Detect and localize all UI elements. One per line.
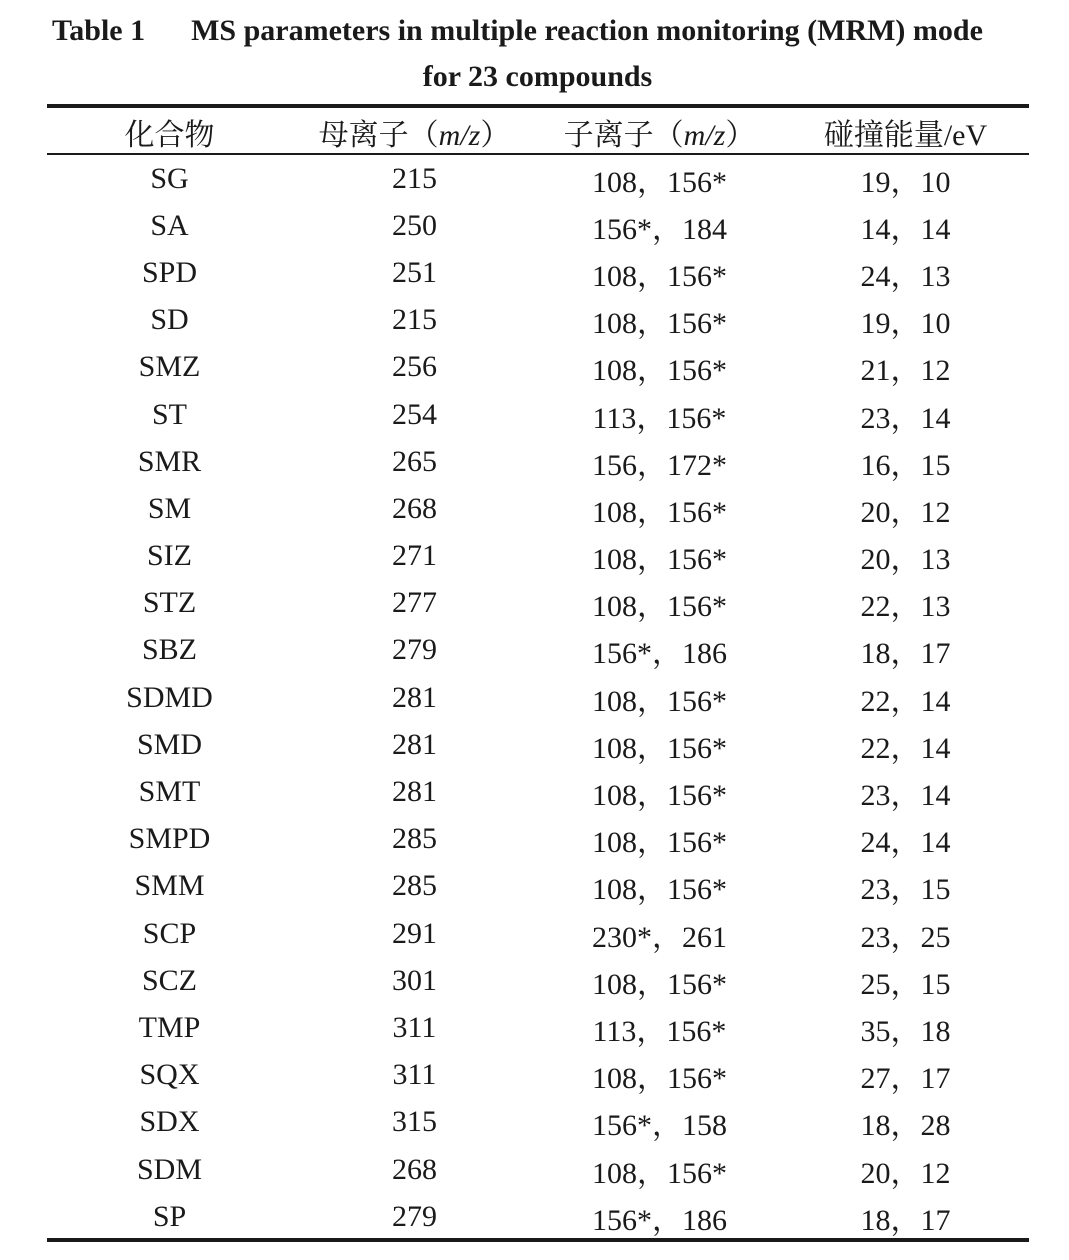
cell-compound: SD	[150, 303, 189, 337]
cell-compound: SCP	[142, 916, 197, 950]
table-row	[47, 249, 1029, 296]
cell-product-ions: 108，156*	[592, 1062, 727, 1096]
cell-product-ions: 108，156*	[592, 826, 727, 860]
cell-product-ions: 156*，186	[592, 1203, 727, 1237]
cell-collision-energy: 22，14	[860, 684, 951, 718]
header-product-close: ）	[725, 118, 756, 152]
table-row	[47, 1052, 1029, 1099]
cell-compound: SMT	[138, 775, 201, 809]
cell-product-ions: 156，172*	[592, 448, 727, 482]
cell-compound: SA	[150, 208, 189, 242]
cell-product-ions: 156*，184	[592, 212, 727, 246]
cell-compound: SMD	[136, 727, 203, 761]
table-label: Table 1	[52, 14, 146, 47]
cell-product-ions: 113，156*	[592, 1014, 727, 1048]
cell-collision-energy: 22，14	[860, 731, 951, 765]
cell-collision-energy: 23，14	[860, 401, 951, 435]
table-row	[47, 202, 1029, 249]
header-precursor-close: ）	[480, 118, 511, 152]
cell-collision-energy: 19，10	[860, 307, 951, 341]
cell-collision-energy: 21，12	[860, 354, 951, 388]
cell-product-ions: 108，156*	[592, 1156, 727, 1190]
cell-product-ions: 108，156*	[592, 259, 727, 293]
table-row	[47, 957, 1029, 1004]
cell-collision-energy: 25，15	[860, 967, 951, 1001]
table-row	[47, 768, 1029, 815]
table-title-line-2: for 23 compounds	[422, 60, 653, 93]
cell-compound: SMPD	[128, 822, 211, 856]
header-precursor-mz-unit: m/z	[438, 118, 481, 152]
table-row	[47, 297, 1029, 344]
cell-compound: SMZ	[138, 350, 201, 384]
cell-precursor-ion: 279	[392, 1199, 437, 1233]
cell-precursor-ion: 301	[392, 963, 437, 997]
cell-precursor-ion: 291	[392, 916, 437, 950]
cell-precursor-ion: 215	[392, 161, 437, 195]
table-row	[47, 438, 1029, 485]
cell-compound: SDMD	[126, 680, 213, 714]
cell-collision-energy: 27，17	[860, 1062, 951, 1096]
header-product-ion	[537, 108, 782, 155]
cell-collision-energy: 20，13	[860, 543, 951, 577]
header-compound: 化合物	[124, 118, 215, 152]
table-row	[47, 1099, 1029, 1146]
cell-collision-energy: 20，12	[860, 495, 951, 529]
cell-collision-energy: 18，28	[860, 1109, 951, 1143]
mrm-parameters-table	[47, 108, 1029, 1240]
header-row	[47, 108, 1029, 155]
cell-collision-energy: 24，13	[860, 259, 951, 293]
table-row	[47, 863, 1029, 910]
cell-compound: SQX	[139, 1058, 200, 1092]
cell-compound: SDM	[136, 1152, 203, 1186]
cell-precursor-ion: 254	[392, 397, 437, 431]
cell-compound: SM	[147, 491, 192, 525]
caption-line-1	[52, 8, 983, 54]
table-row	[47, 580, 1029, 627]
cell-compound: SG	[150, 161, 189, 195]
cell-product-ions: 108，156*	[592, 495, 727, 529]
header-precursor-prefix: 母离子（	[318, 118, 439, 152]
cell-precursor-ion: 265	[392, 444, 437, 478]
cell-product-ions: 108，156*	[592, 590, 727, 624]
table-row	[47, 816, 1029, 863]
cell-product-ions: 108，156*	[592, 967, 727, 1001]
cell-precursor-ion: 279	[392, 633, 437, 667]
table-row	[47, 1146, 1029, 1193]
cell-collision-energy: 23，25	[860, 920, 951, 954]
cell-compound: SMR	[137, 444, 202, 478]
table-row	[47, 344, 1029, 391]
cell-compound: SIZ	[147, 539, 192, 573]
cell-product-ions: 108，156*	[592, 354, 727, 388]
cell-compound: SCZ	[141, 963, 198, 997]
cell-precursor-ion: 311	[392, 1058, 437, 1092]
table-row	[47, 910, 1029, 957]
cell-product-ions: 108，156*	[592, 543, 727, 577]
cell-collision-energy: 24，14	[860, 826, 951, 860]
cell-collision-energy: 14，14	[860, 212, 951, 246]
table-row	[47, 674, 1029, 721]
cell-precursor-ion: 281	[392, 775, 437, 809]
table-title-line-1: MS parameters in multiple reaction monitoring (MRM) mode	[191, 14, 983, 47]
cell-precursor-ion: 251	[392, 255, 437, 289]
cell-product-ions: 108，156*	[592, 731, 727, 765]
table-row	[47, 533, 1029, 580]
cell-product-ions: 108，156*	[592, 873, 727, 907]
cell-collision-energy: 19，10	[860, 165, 951, 199]
cell-product-ions: 108，156*	[592, 684, 727, 718]
cell-precursor-ion: 281	[392, 727, 437, 761]
table-row	[47, 627, 1029, 674]
cell-collision-energy: 18，17	[860, 637, 951, 671]
cell-precursor-ion: 311	[392, 1010, 437, 1044]
cell-product-ions: 108，156*	[592, 307, 727, 341]
cell-precursor-ion: 315	[392, 1105, 437, 1139]
table-body	[47, 155, 1029, 1240]
cell-compound: TMP	[138, 1010, 201, 1044]
cell-compound: ST	[151, 397, 187, 431]
cell-compound: STZ	[142, 586, 197, 620]
cell-product-ions: 113，156*	[592, 401, 727, 435]
cell-compound: SP	[152, 1199, 187, 1233]
cell-product-ions: 156*，186	[592, 637, 727, 671]
cell-precursor-ion: 285	[392, 822, 437, 856]
table-row	[47, 155, 1029, 202]
cell-precursor-ion: 215	[392, 303, 437, 337]
cell-collision-energy: 16，15	[860, 448, 951, 482]
header-collision-energy: 碰撞能量/eV	[823, 118, 988, 152]
cell-product-ions: 230*，261	[592, 920, 727, 954]
cell-precursor-ion: 268	[392, 491, 437, 525]
header-product-mz-unit: m/z	[683, 118, 726, 152]
cell-compound: SDX	[139, 1105, 200, 1139]
table-row	[47, 1004, 1029, 1051]
cell-compound: SMM	[134, 869, 205, 903]
cell-compound: SBZ	[141, 633, 198, 667]
cell-precursor-ion: 277	[392, 586, 437, 620]
cell-collision-energy: 22，13	[860, 590, 951, 624]
cell-precursor-ion: 285	[392, 869, 437, 903]
cell-product-ions: 108，156*	[592, 779, 727, 813]
cell-collision-energy: 23，14	[860, 779, 951, 813]
cell-collision-energy: 20，12	[860, 1156, 951, 1190]
cell-collision-energy: 23，15	[860, 873, 951, 907]
header-precursor-ion	[292, 108, 537, 155]
cell-product-ions: 108，156*	[592, 165, 727, 199]
table-row	[47, 1193, 1029, 1240]
table-row	[47, 721, 1029, 768]
cell-collision-energy: 35，18	[860, 1014, 951, 1048]
cell-compound: SPD	[141, 255, 198, 289]
cell-precursor-ion: 281	[392, 680, 437, 714]
cell-product-ions: 156*，158	[592, 1109, 727, 1143]
cell-precursor-ion: 271	[392, 539, 437, 573]
table-row	[47, 485, 1029, 532]
cell-precursor-ion: 256	[392, 350, 437, 384]
cell-precursor-ion: 250	[392, 208, 437, 242]
table-row	[47, 391, 1029, 438]
header-product-prefix: 子离子（	[563, 118, 684, 152]
cell-collision-energy: 18，17	[860, 1203, 951, 1237]
cell-precursor-ion: 268	[392, 1152, 437, 1186]
